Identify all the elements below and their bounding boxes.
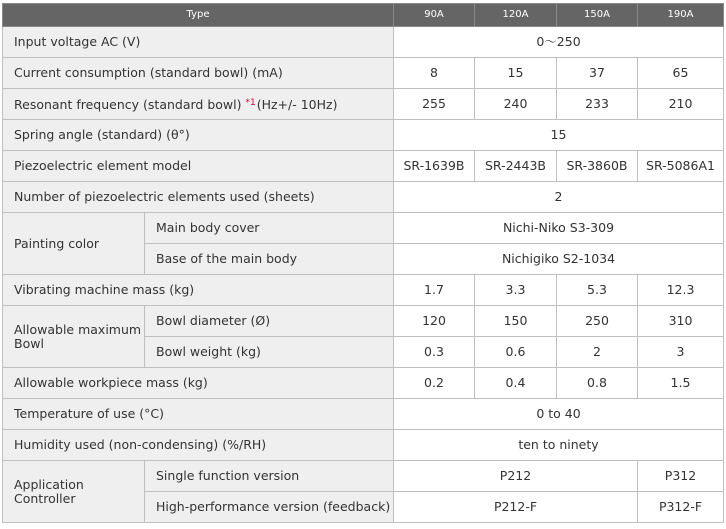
high-performance-label: High-performance version (feedback) [145,492,394,523]
bowl-diameter-90a: 120 [394,306,475,337]
row-temperature [3,399,724,430]
current-label: Current consumption (standard bowl) (mA) [3,58,394,89]
piezo-model-150a: SR-3860B [557,151,638,182]
humidity-value: ten to ninety [394,430,724,461]
machine-mass-190a: 12.3 [638,275,724,306]
workpiece-mass-90a: 0.2 [394,368,475,399]
row-controller-single [3,461,724,492]
model-header-190a: 190A [638,4,724,27]
painting-color-label: Painting color [3,213,145,275]
machine-mass-90a: 1.7 [394,275,475,306]
piezo-count-label: Number of piezoelectric elements used (sheets) [3,182,394,213]
type-header: Type [3,4,394,27]
single-function-value-190a: P312 [638,461,724,492]
current-value-120a: 15 [475,58,557,89]
spec-table [2,3,724,523]
row-current [3,58,724,89]
row-spring-angle [3,120,724,151]
row-humidity [3,430,724,461]
resonant-unit: (Hz+/- 10Hz) [256,97,338,112]
workpiece-mass-150a: 0.8 [557,368,638,399]
bowl-weight-120a: 0.6 [475,337,557,368]
resonant-value-90a: 255 [394,89,475,120]
row-machine-mass [3,275,724,306]
model-header-120a: 120A [475,4,557,27]
current-value-190a: 65 [638,58,724,89]
resonant-label: Resonant frequency (standard bowl) [14,97,242,112]
bowl-diameter-150a: 250 [557,306,638,337]
allowable-bowl-label: Allowable maximum Bowl [3,306,145,368]
row-workpiece-mass [3,368,724,399]
bowl-diameter-120a: 150 [475,306,557,337]
single-function-label: Single function version [145,461,394,492]
resonant-value-150a: 233 [557,89,638,120]
current-value-150a: 37 [557,58,638,89]
piezo-model-120a: SR-2443B [475,151,557,182]
row-resonant [3,89,724,120]
main-body-base-label: Base of the main body [145,244,394,275]
bowl-weight-90a: 0.3 [394,337,475,368]
input-voltage-label: Input voltage AC (V) [3,27,394,58]
row-input-voltage [3,27,724,58]
row-piezo-count [3,182,724,213]
bowl-diameter-190a: 310 [638,306,724,337]
application-controller-label: Application Controller [3,461,145,523]
input-voltage-value: 0～250 [394,27,724,58]
resonant-value-120a: 240 [475,89,557,120]
bowl-weight-label: Bowl weight (kg) [145,337,394,368]
temperature-value: 0 to 40 [394,399,724,430]
workpiece-mass-190a: 1.5 [638,368,724,399]
resonant-value-190a: 210 [638,89,724,120]
main-body-cover-value: Nichi-Niko S3-309 [394,213,724,244]
piezo-model-90a: SR-1639B [394,151,475,182]
spring-angle-label: Spring angle (standard) (θ°) [3,120,394,151]
current-value-90a: 8 [394,58,475,89]
piezo-model-label: Piezoelectric element model [3,151,394,182]
piezo-model-190a: SR-5086A1 [638,151,724,182]
row-painting-cover [3,213,724,244]
row-bowl-diameter [3,306,724,337]
machine-mass-150a: 5.3 [557,275,638,306]
workpiece-mass-label: Allowable workpiece mass (kg) [3,368,394,399]
machine-mass-120a: 3.3 [475,275,557,306]
high-performance-value-190a: P312-F [638,492,724,523]
workpiece-mass-120a: 0.4 [475,368,557,399]
bowl-weight-190a: 3 [638,337,724,368]
main-body-base-value: Nichigiko S2-1034 [394,244,724,275]
model-header-150a: 150A [557,4,638,27]
bowl-weight-150a: 2 [557,337,638,368]
footnote-marker: *1 [245,98,256,108]
humidity-label: Humidity used (non-condensing) (%/RH) [3,430,394,461]
single-function-value-90-150: P212 [394,461,638,492]
temperature-label: Temperature of use (°C) [3,399,394,430]
bowl-diameter-label: Bowl diameter (Ø) [145,306,394,337]
header-row [3,4,724,27]
spring-angle-value: 15 [394,120,724,151]
row-piezo-model [3,151,724,182]
machine-mass-label: Vibrating machine mass (kg) [3,275,394,306]
model-header-90a: 90A [394,4,475,27]
main-body-cover-label: Main body cover [145,213,394,244]
resonant-label-cell [3,89,394,120]
high-performance-value-90-150: P212-F [394,492,638,523]
piezo-count-value: 2 [394,182,724,213]
